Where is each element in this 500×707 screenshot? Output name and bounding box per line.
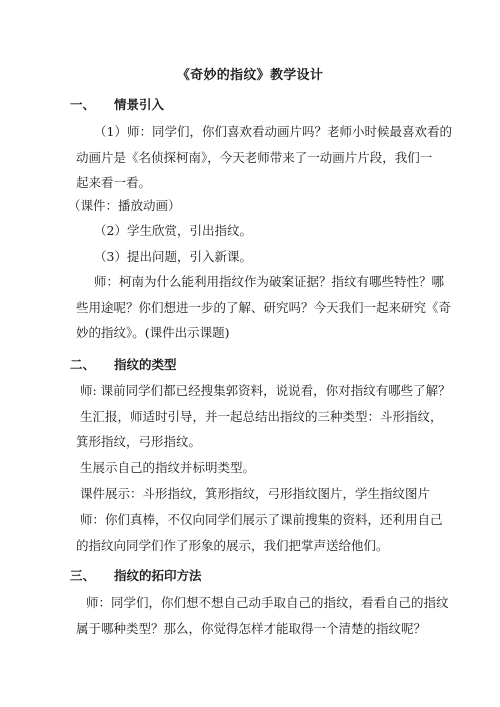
paragraph-line: 的指纹向同学们作了形象的展示，我们把掌声送给他们。 bbox=[76, 538, 389, 553]
section-3-number: 三、 bbox=[70, 568, 96, 583]
paragraph-line: 起来看一看。 bbox=[76, 175, 152, 190]
paragraph-line: 妙的指纹》。(课件出示课题) bbox=[76, 325, 230, 340]
section-1-number: 一、 bbox=[70, 97, 96, 112]
paragraph-line: 课件展示：斗形指纹，箕形指纹，弓形指纹图片，学生指纹图片 bbox=[80, 486, 431, 501]
paragraph-line: 生汇报，师适时引导，并一起总结出指纹的三种类型：斗形指纹， bbox=[80, 409, 443, 424]
section-1-title: 情景引入 bbox=[114, 97, 165, 112]
paragraph-line: （3）提出问题，引入新课。 bbox=[94, 249, 252, 264]
document-title: 《奇妙的指纹》教学设计 bbox=[176, 68, 324, 83]
section-2-number: 二、 bbox=[70, 357, 96, 372]
paragraph-line: 师：同学们，你们想不想自己动手取自己的指纹，看看自己的指纹 bbox=[86, 595, 449, 610]
paragraph-line: （课件：播放动画） bbox=[68, 198, 181, 213]
section-1-heading bbox=[70, 95, 164, 113]
paragraph-line: 动画片是《名侦探柯南》，今天老师带来了一动画片片段，我们一 bbox=[76, 150, 433, 165]
paragraph-line: 师: 课前同学们都已经搜集郭资料，说说看，你对指纹有哪些了解？ bbox=[80, 383, 451, 398]
paragraph-line: 师：柯南为什么能利用指纹作为破案证据？指纹有哪些特性？哪 bbox=[94, 274, 445, 289]
paragraph-line: （1）师：同学们，你们喜欢看动画片吗？老师小时候最喜欢看的 bbox=[94, 124, 452, 139]
section-2-heading bbox=[70, 355, 177, 373]
section-3-heading bbox=[70, 566, 202, 584]
paragraph-line: 些用途呢？你们想进一步的了解、研究吗？今天我们一起来研究《奇 bbox=[76, 300, 452, 315]
paragraph-line: 师：你们真棒，不仅向同学们展示了课前搜集的资料，还利用自己 bbox=[80, 512, 443, 527]
section-2-title: 指纹的类型 bbox=[114, 357, 177, 372]
paragraph-line: （2）学生欣赏，引出指纹。 bbox=[94, 223, 252, 238]
section-3-title: 指纹的拓印方法 bbox=[114, 568, 202, 583]
paragraph-line: 属于哪种类型？那么，你觉得怎样才能取得一个清楚的指纹呢？ bbox=[76, 621, 427, 636]
paragraph-line: 生展示自己的指纹并标明类型。 bbox=[80, 460, 256, 475]
paragraph-line: 箕形指纹，弓形指纹。 bbox=[76, 434, 202, 449]
